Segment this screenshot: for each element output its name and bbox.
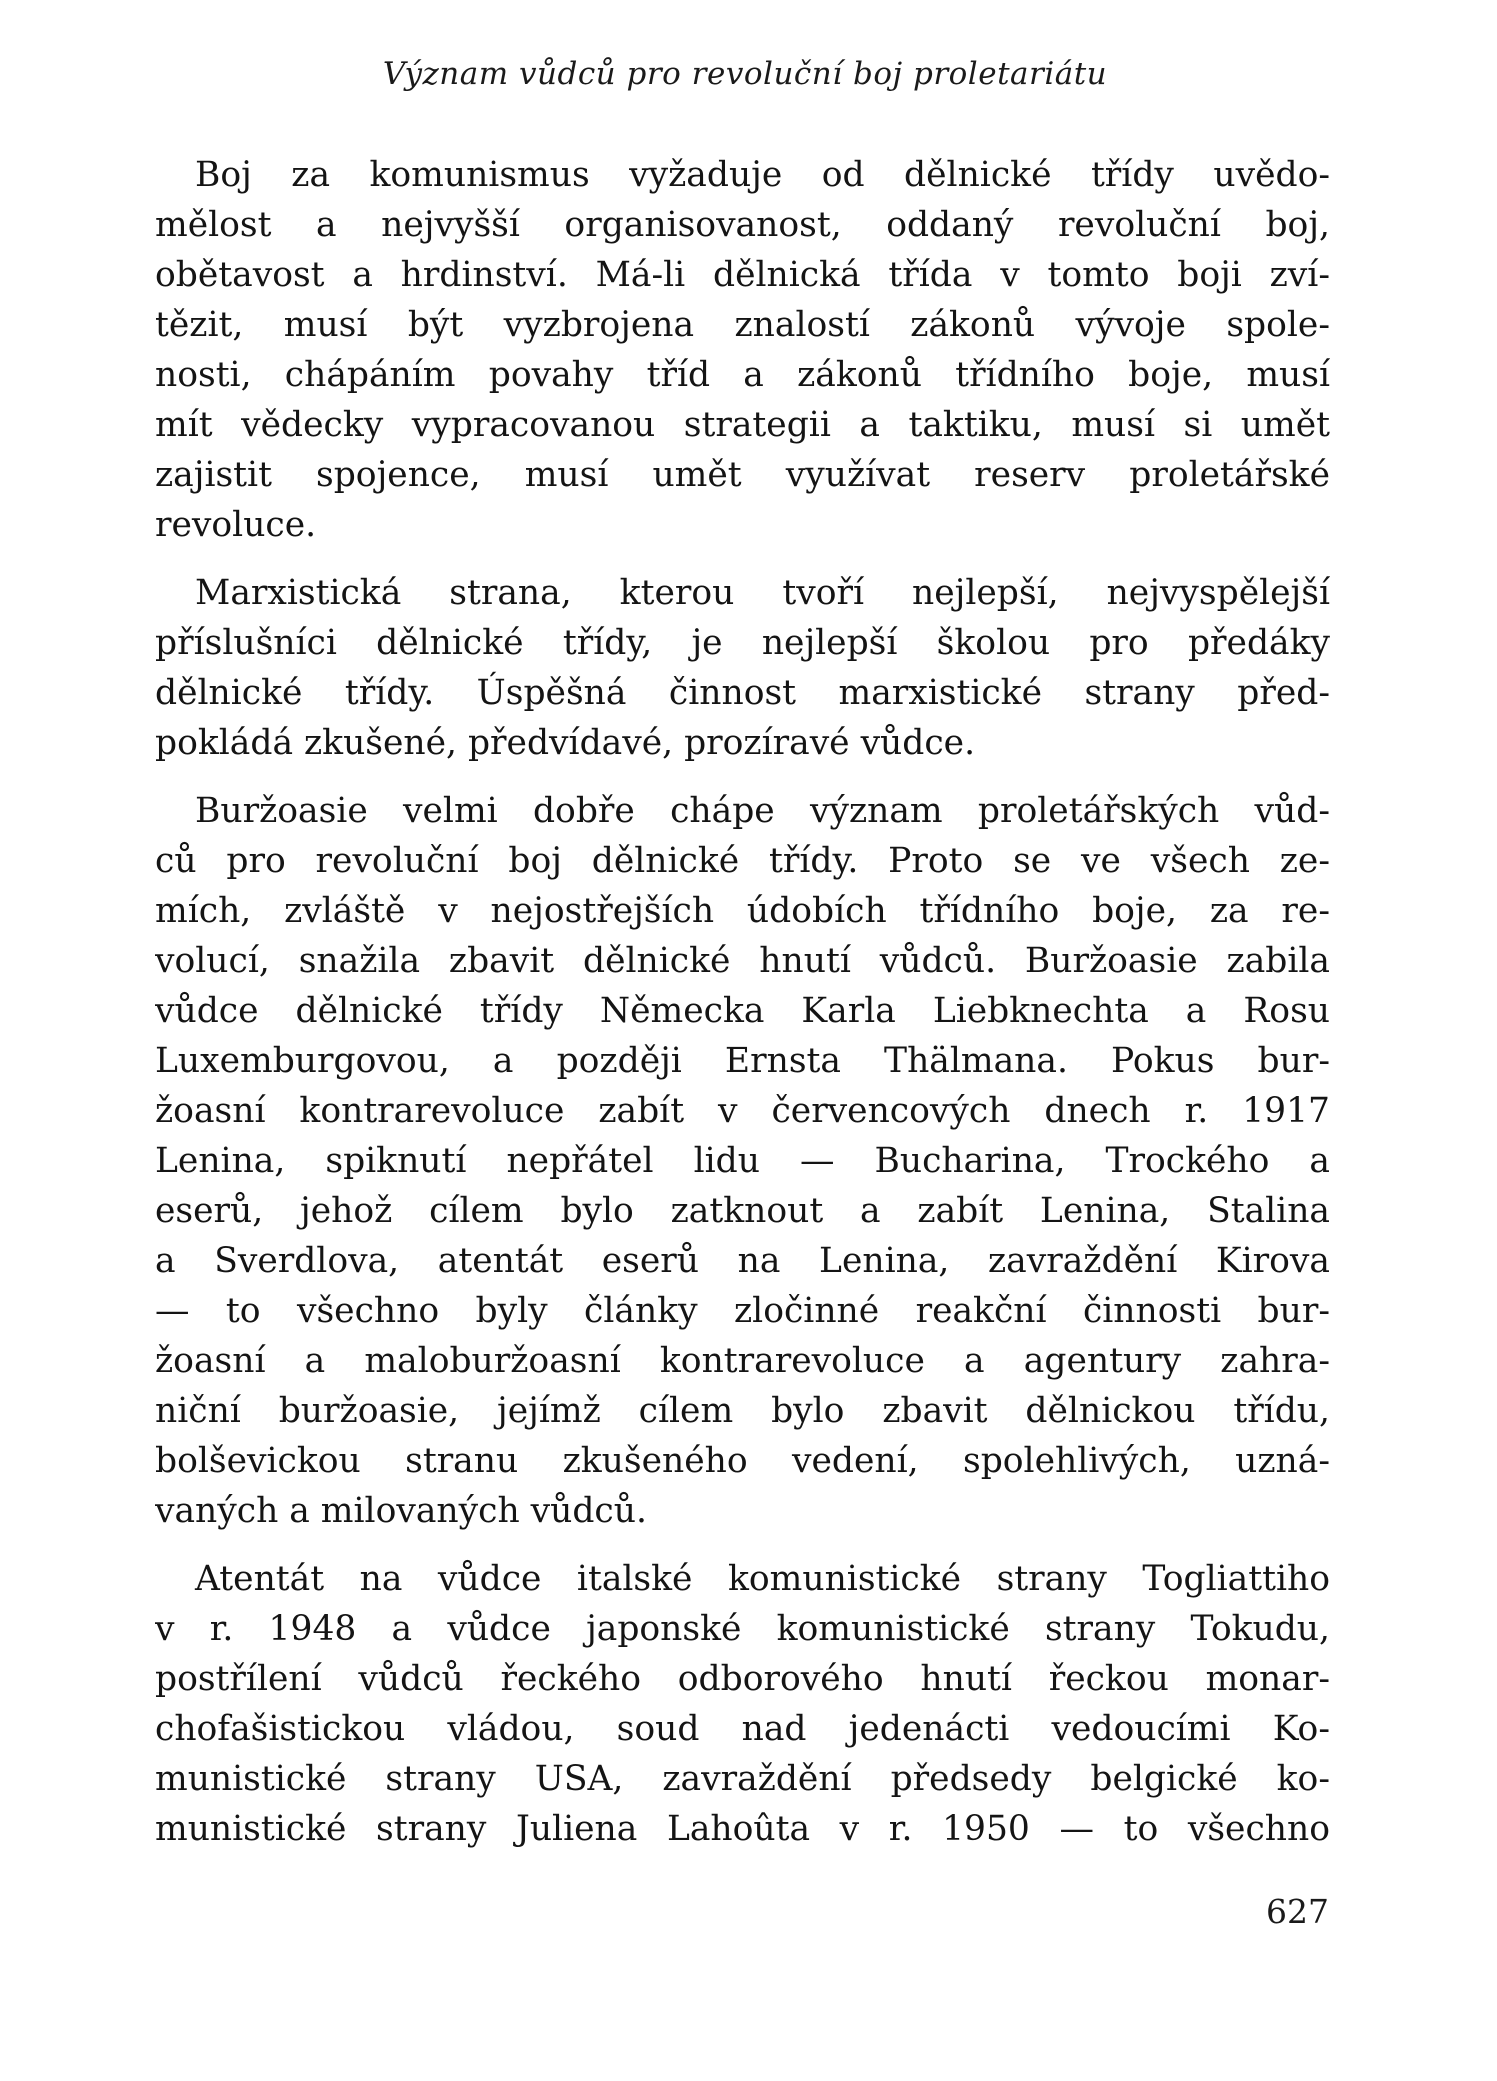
- text-line: Luxemburgovou, a později Ernsta Thälmana. Pokus bur-: [155, 1041, 1330, 1081]
- text-line: chofašistickou vládou, soud nad jedenácti vedoucími Ko-: [155, 1709, 1330, 1749]
- text-line: mích, zvláště v nejostřejších údobích třídního boje, za re-: [155, 891, 1330, 931]
- text-line: Lenina, spiknutí nepřátel lidu — Bucharina, Trockého a: [155, 1141, 1330, 1181]
- paragraph: [155, 1554, 1330, 1854]
- text-line: nosti, chápáním povahy tříd a zákonů třídního boje, musí: [155, 355, 1330, 395]
- text-line: Boj za komunismus vyžaduje od dělnické třídy uvědo-: [195, 155, 1330, 195]
- text-line: ců pro revoluční boj dělnické třídy. Proto se ve všech ze-: [155, 841, 1330, 881]
- text-line: žoasní a maloburžoasní kontrarevoluce a agentury zahra-: [155, 1341, 1330, 1381]
- text-line: munistické strany Juliena Lahoûta v r. 1950 — to všechno: [155, 1809, 1330, 1849]
- paragraph: [155, 150, 1330, 550]
- text-line: vaných a milovaných vůdců.: [155, 1491, 647, 1531]
- text-line: tězit, musí být vyzbrojena znalostí zákonů vývoje spole-: [155, 305, 1330, 345]
- text-line: munistické strany USA, zavraždění předsedy belgické ko-: [155, 1759, 1330, 1799]
- text-line: příslušníci dělnické třídy, je nejlepší školou pro předáky: [155, 623, 1330, 663]
- text-line: revoluce.: [155, 505, 317, 545]
- running-title: Význam vůdců pro revoluční boj proletariátu: [382, 56, 1108, 92]
- text-line: žoasní kontrarevoluce zabít v červencových dnech r. 1917: [155, 1091, 1330, 1131]
- text-line: pokládá zkušené, předvídavé, prozíravé vůdce.: [155, 723, 976, 763]
- text-line: eserů, jehož cílem bylo zatknout a zabít Lenina, Stalina: [155, 1191, 1330, 1231]
- text-line: bolševickou stranu zkušeného vedení, spolehlivých, uzná-: [155, 1441, 1330, 1481]
- text-line: volucí, snažila zbavit dělnické hnutí vůdců. Buržoasie zabila: [155, 941, 1330, 981]
- text-line: obětavost a hrdinství. Má-li dělnická třída v tomto boji zví-: [155, 255, 1330, 295]
- text-line: Marxistická strana, kterou tvoří nejlepší, nejvyspělejší: [195, 573, 1330, 613]
- body-text: [155, 150, 1330, 1872]
- paragraph: [155, 568, 1330, 768]
- text-line: zajistit spojence, musí umět využívat reserv proletářské: [155, 455, 1330, 495]
- text-line: Atentát na vůdce italské komunistické strany Togliattiho: [195, 1559, 1330, 1599]
- paragraph: [155, 786, 1330, 1536]
- text-line: a Sverdlova, atentát eserů na Lenina, zavraždění Kirova: [155, 1241, 1330, 1281]
- text-line: — to všechno byly články zločinné reakční činnosti bur-: [155, 1291, 1330, 1331]
- text-line: mělost a nejvyšší organisovanost, oddaný revoluční boj,: [155, 205, 1330, 245]
- page-number: 627: [1266, 1892, 1329, 1931]
- text-line: mít vědecky vypracovanou strategii a taktiku, musí si umět: [155, 405, 1330, 445]
- text-line: postřílení vůdců řeckého odborového hnutí řeckou monar-: [155, 1659, 1330, 1699]
- text-line: Buržoasie velmi dobře chápe význam proletářských vůd-: [195, 791, 1330, 831]
- text-line: niční buržoasie, jejímž cílem bylo zbavit dělnickou třídu,: [155, 1391, 1330, 1431]
- text-line: v r. 1948 a vůdce japonské komunistické strany Tokudu,: [155, 1609, 1330, 1649]
- text-line: dělnické třídy. Úspěšná činnost marxistické strany před-: [155, 673, 1330, 713]
- text-line: vůdce dělnické třídy Německa Karla Liebknechta a Rosu: [155, 991, 1330, 1031]
